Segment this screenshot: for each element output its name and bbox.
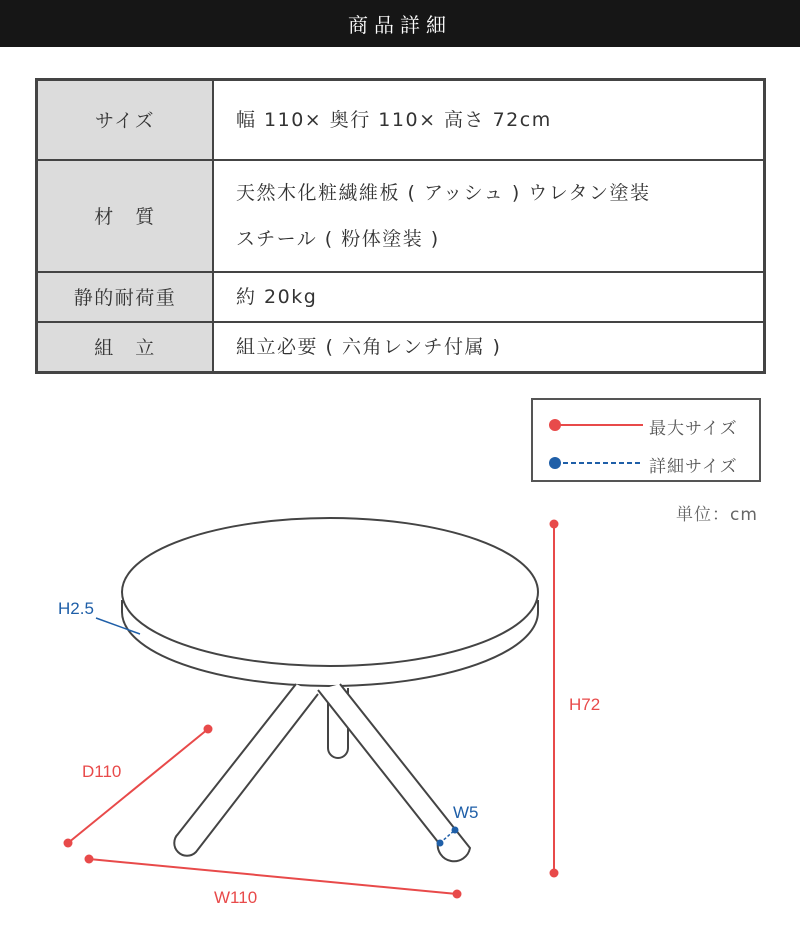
spec-value-line: 幅 110× 奥行 110× 高さ 72cm: [236, 108, 552, 131]
height-label: H72: [569, 695, 601, 714]
depth-label: D110: [82, 762, 122, 781]
spec-label: サイズ: [37, 80, 214, 160]
spec-value-line: 約 20kg: [236, 285, 318, 308]
legend-max-label: 最大サイズ: [649, 419, 738, 439]
unit-label: 単位：cm: [676, 505, 758, 525]
spec-value-line: スチール ( 粉体塗装 ): [236, 227, 440, 250]
spec-label: 静的耐荷重: [37, 272, 214, 322]
spec-label: 組 立: [37, 322, 214, 373]
spec-label: 材 質: [37, 160, 214, 272]
spec-value-line: 組立必要 ( 六角レンチ付属 ): [236, 335, 502, 358]
table-leg-right: [318, 684, 470, 861]
height-dimension: [550, 520, 559, 878]
thickness-label: H2.5: [58, 599, 94, 618]
header-title: 商品詳細: [348, 13, 452, 37]
legend-detail-label: 詳細サイズ: [649, 457, 738, 477]
leg-width-label: W5: [453, 803, 479, 822]
width-label: W110: [214, 888, 258, 907]
width-dimension: [85, 855, 462, 899]
table-leg-left: [174, 684, 318, 856]
spec-value-line: 天然木化粧繊維板 ( アッシュ ) ウレタン塗装: [236, 181, 651, 204]
table-top: [122, 518, 538, 686]
